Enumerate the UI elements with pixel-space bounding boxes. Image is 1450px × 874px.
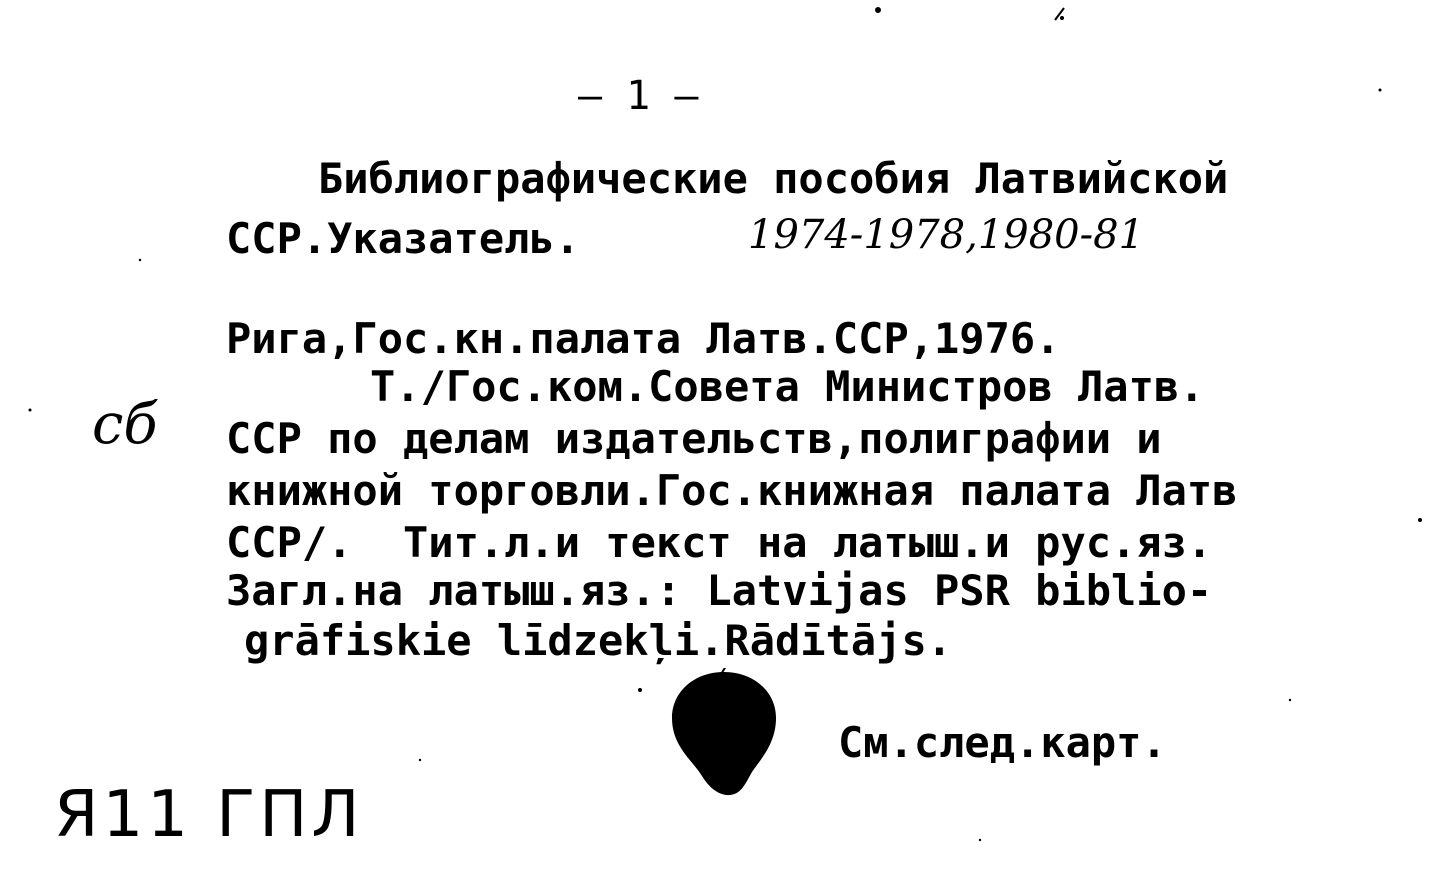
page-number: — 1 —	[578, 73, 699, 119]
see-next-card: См.след.карт.	[838, 718, 1167, 767]
title-line-1: Библиографические пособия Латвийской	[318, 154, 1229, 203]
handwritten-years: 1974-1978,1980-81	[748, 212, 1145, 258]
body-line-4: ССР/. Тит.л.и текст на латыш.и рус.яз.	[226, 518, 1213, 567]
body-line-3: книжной торговли.Гос.книжная палата Латв	[226, 466, 1238, 515]
title-line-2: ССР.Указатель.	[226, 214, 581, 263]
imprint-line: Рига,Гос.кн.палата Латв.ССР,1976.	[226, 314, 1061, 363]
shelfmark: Я11 ГПЛ	[54, 778, 364, 852]
body-line-2: ССР по делам издательств,полиграфии и	[226, 414, 1162, 463]
margin-mark: сб	[92, 392, 158, 457]
body-line-1: Т./Гос.ком.Совета Министров Латв.	[370, 362, 1205, 411]
body-line-6: grāfiskie līdzekļi.Rādītājs.	[244, 616, 953, 665]
body-line-5: Загл.на латыш.яз.: Latvijas PSR biblio-	[226, 566, 1213, 615]
ink-blot	[668, 668, 780, 798]
